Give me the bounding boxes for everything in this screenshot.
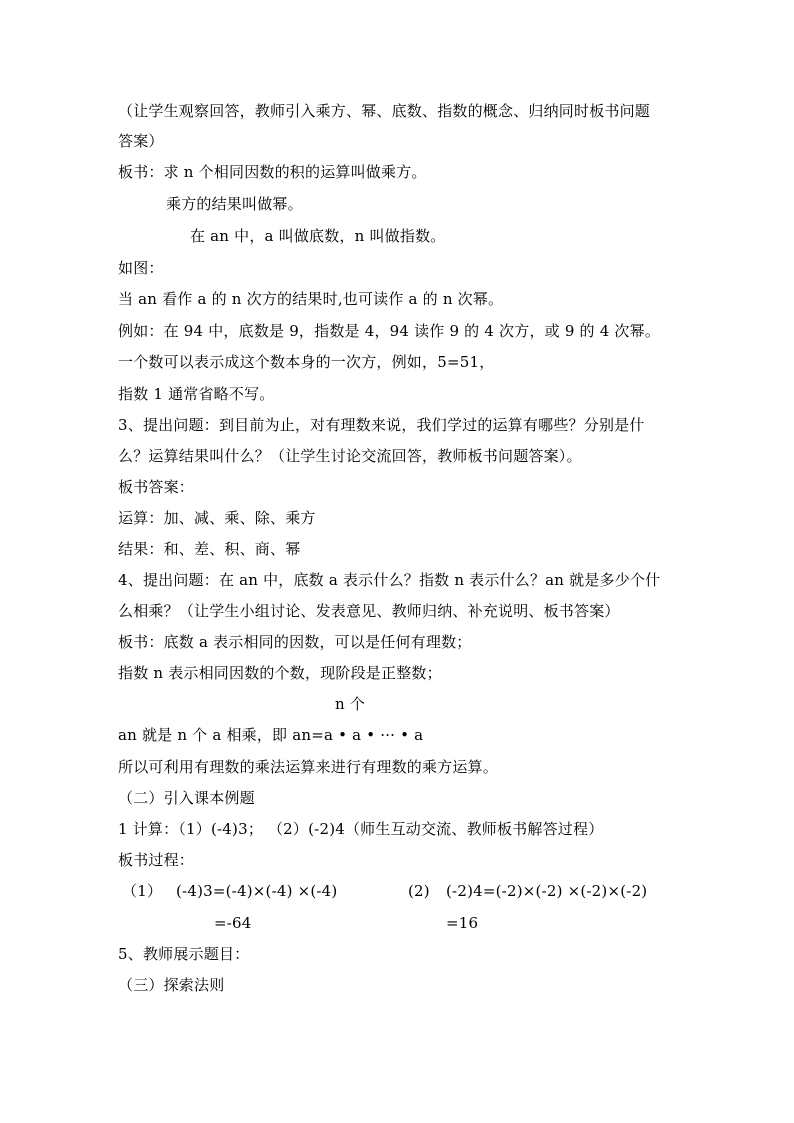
text-line: n 个 xyxy=(335,695,366,713)
text-line: 1 计算：（1）(-4)3； （2）(-2)4（师生互动交流、教师板书解答过程） xyxy=(118,820,604,838)
text-line: 例如：在 94 中，底数是 9，指数是 4，94 读作 9 的 4 次方，或 9 的 4 次幂。 xyxy=(118,322,661,340)
text-line: 如图： xyxy=(118,259,164,277)
text-line: 5、教师展示题目： xyxy=(118,945,250,963)
text-line: 4、提出问题：在 an 中，底数 a 表示什么？指数 n 表示什么？an 就是多少个什 xyxy=(118,571,661,589)
text-line: 么？运算结果叫什么？（让学生讨论交流回答，教师板书问题答案）。 xyxy=(118,447,582,465)
text-line: 板书答案： xyxy=(118,478,195,496)
text-line: (2) xyxy=(408,882,430,900)
text-line: （1） xyxy=(122,882,163,900)
text-line: 3、提出问题：到目前为止，对有理数来说，我们学过的运算有哪些？分别是什 xyxy=(118,416,645,434)
text-line: 所以可利用有理数的乘法运算来进行有理数的乘方运算。 xyxy=(118,758,499,776)
text-line: （让学生观察回答，教师引入乘方、幂、底数、指数的概念、归纳同时板书问题 xyxy=(118,102,651,120)
text-line: 指数 1 通常省略不写。 xyxy=(118,385,275,403)
text-line: 在 an 中，a 叫做底数，n 叫做指数。 xyxy=(190,227,446,245)
text-line: 板书：底数 a 表示相同的因数，可以是任何有理数； xyxy=(118,633,472,651)
text-line: 指数 n 表示相同因数的个数，现阶段是正整数； xyxy=(118,664,442,682)
text-line: an 就是 n 个 a 相乘，即 an=a • a • ··· • a xyxy=(118,726,424,744)
text-line: 板书：求 n 个相同因数的积的运算叫做乘方。 xyxy=(118,163,427,181)
text-line: =16 xyxy=(446,914,479,932)
text-line: 答案） xyxy=(118,132,164,150)
text-line: 一个数可以表示成这个数本身的一次方，例如，5=51， xyxy=(118,353,495,371)
text-line: 结果：和、差、积、商、幂 xyxy=(118,540,301,558)
text-line: 板书过程： xyxy=(118,851,195,869)
text-line: 么相乘？（让学生小组讨论、发表意见、教师归纳、补充说明、板书答案） xyxy=(118,602,620,620)
text-line: （三）探索法则 xyxy=(118,976,225,994)
text-line: （二）引入课本例题 xyxy=(118,789,255,807)
text-line: 乘方的结果叫做幂。 xyxy=(166,195,303,213)
text-line: 当 an 看作 a 的 n 次方的结果时,也可读作 a 的 n 次幂。 xyxy=(118,290,504,308)
text-line: (-4)3=(-4)×(-4) ×(-4) xyxy=(176,882,338,900)
text-line: 运算：加、减、乘、除、乘方 xyxy=(118,509,316,527)
text-line: =-64 xyxy=(214,914,252,932)
text-line: (-2)4=(-2)×(-2) ×(-2)×(-2) xyxy=(446,882,648,900)
